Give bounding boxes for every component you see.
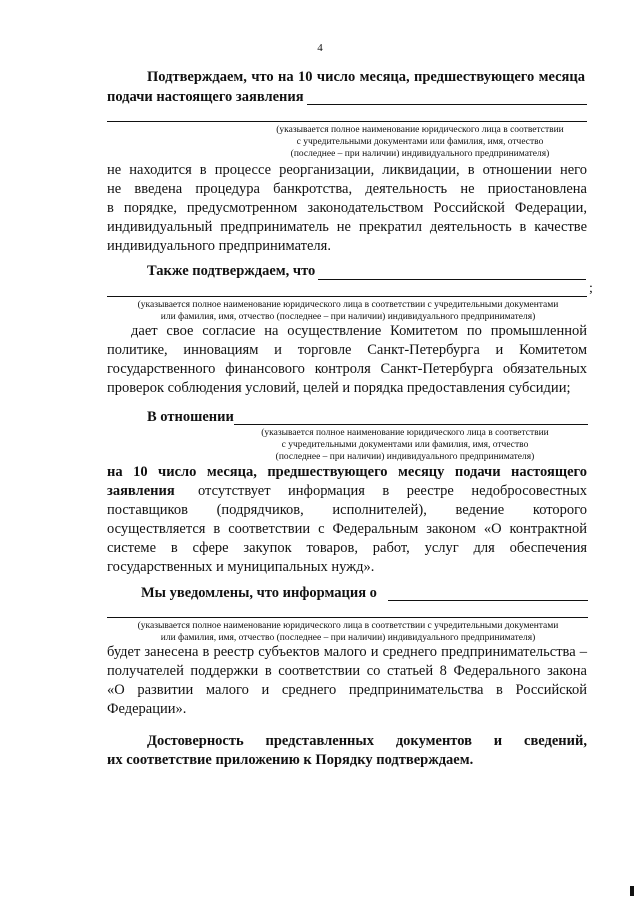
section1-heading-line1: Подтверждаем, что на 10 число месяца, предшествующего месяца <box>147 69 585 85</box>
section3-note-line2: с учредительными документами или фамилия, имя, отчество <box>281 440 529 450</box>
section3-body-line: государственных и муниципальных нужд». <box>107 559 375 575</box>
section4-body-line: «О развитии малого и среднего предпринимательства в Российской <box>107 682 587 698</box>
section4-body-line: будет занесена в реестр субъектов малого и среднего предпринимательства – <box>107 644 587 660</box>
section4-fill-line-1 <box>388 600 588 601</box>
section1-body-line: не введена процедура банкротства, деятельность не приостановлена <box>107 181 587 197</box>
section4-note-line2: или фамилия, имя, отчество (последнее – при наличии) индивидуального предпринимателя) <box>160 633 536 643</box>
section1-body-line: индивидуальный предприниматель не прекратил деятельность в качестве <box>107 219 587 235</box>
section2-body-line: политике, инновациям и торговле Санкт-Петербурга и Комитетом <box>107 342 587 358</box>
section3-note-line1: (указывается полное наименование юридического лица в соответствии <box>261 428 549 438</box>
page-number: 4 <box>317 42 323 54</box>
section2-body-line: государственного финансового контроля Санкт-Петербурга обязательных <box>107 361 587 377</box>
section4-body-line: получателей поддержки в соответствии со статьей 8 Федерального закона <box>107 663 587 679</box>
section1-body-line: в порядке, предусмотренном законодательством Российской Федерации, <box>107 200 587 216</box>
section1-body-line: не находится в процессе реорганизации, ликвидации, в отношении него <box>107 162 587 178</box>
section4-body-line: Федерации». <box>107 701 187 717</box>
scan-edge-mark <box>630 886 634 896</box>
section1-note-line3: (последнее – при наличии) индивидуального предпринимателя) <box>290 149 550 159</box>
section1-fill-line-2 <box>107 121 587 122</box>
section3-bold-line: на 10 число месяца, предшествующего месяцу подачи настоящего <box>107 464 587 480</box>
section2-fill-line-2 <box>107 296 587 297</box>
section2-note-line1: (указывается полное наименование юридического лица в соответствии с учредительными документами <box>137 300 559 310</box>
section4-note-line1: (указывается полное наименование юридического лица в соответствии с учредительными документами <box>137 621 559 631</box>
section3-bold-start: заявления <box>107 483 175 499</box>
section2-body-line: проверок соблюдения условий, целей и порядка предоставления субсидии; <box>107 380 571 396</box>
section3-body-line: системе в сфере закупок товаров, работ, услуг для обеспечения <box>107 540 587 556</box>
section1-note-line2: с учредительными документами или фамилия, имя, отчество <box>296 137 544 147</box>
section2-body-line: дает свое согласие на осуществление Комитетом по промышленной <box>131 323 587 339</box>
section1-body-line: индивидуального предпринимателя. <box>107 238 331 254</box>
section1-heading-line2: подачи настоящего заявления <box>107 89 304 105</box>
section4-fill-line-2 <box>107 617 588 618</box>
section4-heading: Мы уведомлены, что информация о <box>141 585 377 601</box>
section1-fill-line-1 <box>307 104 587 105</box>
section3-heading: В отношении <box>147 409 234 425</box>
section3-note-line3: (последнее – при наличии) индивидуального предпринимателя) <box>275 452 535 462</box>
section5-line1: Достоверность представленных документов и сведений, <box>147 733 587 749</box>
section3-body-line: поставщиков (подрядчиков, исполнителей), ведение которого <box>107 502 587 518</box>
section3-line2-rest: отсутствует информация в реестре недобросовестных <box>198 483 587 499</box>
section3-body-line: осуществляется в соответствии с Федеральным законом «О контрактной <box>107 521 587 537</box>
section2-semicolon: ; <box>589 281 593 296</box>
section5-line2: их соответствие приложению к Порядку подтверждаем. <box>107 752 474 768</box>
section1-note-line1: (указывается полное наименование юридического лица в соответствии <box>276 125 564 135</box>
section3-fill-line <box>234 424 588 425</box>
section2-heading: Также подтверждаем, что <box>147 263 316 279</box>
section2-note-line2: или фамилия, имя, отчество (последнее – при наличии) индивидуального предпринимателя) <box>160 312 536 322</box>
section2-fill-line-1 <box>318 279 586 280</box>
